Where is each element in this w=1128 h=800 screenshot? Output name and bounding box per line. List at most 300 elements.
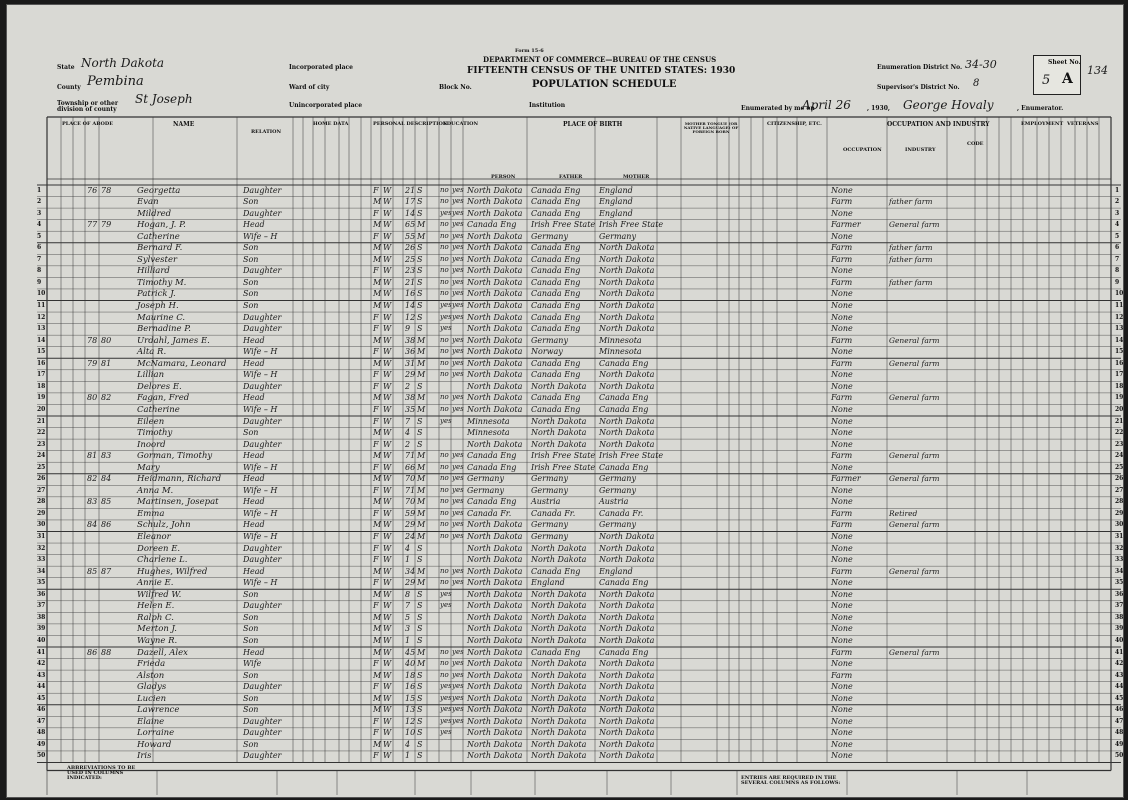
row-number-right: 6 <box>1115 244 1120 252</box>
can-read-write: yes <box>452 254 464 263</box>
age: 29 <box>405 578 416 588</box>
occupation: None <box>831 462 853 472</box>
birthplace-person: Canada Fr. <box>467 508 512 518</box>
birthplace-mother: Germany <box>599 231 636 241</box>
marital-status: S <box>417 693 423 703</box>
occupation: None <box>831 208 853 218</box>
school-attendance: no <box>440 508 449 517</box>
birthplace-mother: North Dakota <box>599 289 655 299</box>
person-name: Bernard F. <box>137 243 183 254</box>
race: W <box>383 508 392 518</box>
birthplace-person: North Dakota <box>467 739 523 749</box>
relation: Son <box>243 693 259 703</box>
race: W <box>383 485 392 495</box>
birthplace-person: North Dakota <box>467 208 523 218</box>
family-number: 78 <box>101 185 112 195</box>
can-read-write: yes <box>452 220 464 229</box>
can-read-write: yes <box>452 451 464 460</box>
can-read-write: yes <box>452 301 464 309</box>
school-attendance: yes <box>440 693 452 702</box>
birthplace-father: Canada Eng <box>531 289 581 299</box>
school-attendance: no <box>440 254 449 263</box>
race: W <box>383 231 392 241</box>
occupation: Farm <box>831 358 853 368</box>
sex: F <box>373 682 379 692</box>
marital-status: S <box>417 243 423 253</box>
school-attendance: no <box>440 335 449 344</box>
birthplace-mother: England <box>599 197 633 207</box>
sex: M <box>373 705 382 715</box>
row-number-right: 34 <box>1115 567 1124 575</box>
occupation: None <box>831 185 853 195</box>
row-number-left: 7 <box>37 255 42 263</box>
birthplace-mother: North Dakota <box>599 324 655 334</box>
race: W <box>383 682 392 692</box>
age: 65 <box>405 220 416 230</box>
school-attendance: no <box>440 220 449 229</box>
page-number: 134 <box>1087 64 1108 77</box>
birthplace-father: Canada Eng <box>531 243 581 253</box>
supervisor-value: 8 <box>973 78 980 89</box>
row-number-left: 46 <box>37 706 46 714</box>
occupation: None <box>831 635 853 645</box>
dwelling-number: 77 <box>87 220 98 230</box>
row-number-right: 36 <box>1115 590 1124 598</box>
ward-label: Ward of city <box>289 84 330 91</box>
person-name: Patrick J. <box>137 289 176 300</box>
race: W <box>383 243 392 253</box>
row-number-right: 10 <box>1115 290 1124 298</box>
marital-status: M <box>417 335 426 345</box>
birthplace-mother: North Dakota <box>599 370 655 380</box>
occupation: Farm <box>831 520 853 530</box>
school-attendance: no <box>440 659 449 668</box>
age: 40 <box>405 659 416 669</box>
birthplace-mother: Irish Free State <box>599 451 664 461</box>
col-employment: EMPLOYMENT <box>1021 121 1064 127</box>
relation: Wife – H <box>243 231 278 241</box>
race: W <box>383 208 392 218</box>
birthplace-father: Canada Eng <box>531 566 581 576</box>
race: W <box>383 647 392 657</box>
birthplace-person: North Dakota <box>467 647 523 657</box>
row-number-left: 38 <box>37 613 46 621</box>
row-number-left: 9 <box>37 278 42 286</box>
occupation: None <box>831 485 853 495</box>
row-number-left: 18 <box>37 382 46 390</box>
relation: Daughter <box>243 312 282 322</box>
relation: Wife – H <box>243 462 278 472</box>
marital-status: S <box>417 751 423 761</box>
person-name: Inoord <box>137 439 166 450</box>
person-name: Catherine <box>137 231 180 242</box>
age: 71 <box>405 485 416 495</box>
race: W <box>383 555 392 565</box>
industry: father farm <box>889 243 933 253</box>
race: W <box>383 197 392 207</box>
marital-status: S <box>417 624 423 634</box>
relation: Head <box>243 393 265 403</box>
race: W <box>383 266 392 276</box>
occupation: Farm <box>831 335 853 345</box>
age: 14 <box>405 301 416 310</box>
age: 1 <box>405 635 411 645</box>
marital-status: S <box>417 555 423 565</box>
family-number: 81 <box>101 358 112 368</box>
industry: General farm <box>889 647 940 657</box>
marital-status: S <box>417 381 423 391</box>
race: W <box>383 381 392 391</box>
race: W <box>383 324 392 334</box>
birthplace-person: North Dakota <box>467 335 523 345</box>
sex: F <box>373 601 379 611</box>
birthplace-person: North Dakota <box>467 370 523 380</box>
school-attendance: yes <box>440 416 452 425</box>
sex: M <box>373 243 382 253</box>
birthplace-mother: North Dakota <box>599 312 655 322</box>
occupation: None <box>831 751 853 761</box>
occupation: None <box>831 739 853 749</box>
family-number: 85 <box>101 497 112 507</box>
birthplace-mother: North Dakota <box>599 532 655 541</box>
age: 7 <box>405 416 411 426</box>
row-number-right: 49 <box>1115 740 1124 748</box>
dwelling-number: 79 <box>87 358 98 368</box>
race: W <box>383 254 392 264</box>
birthplace-father: Germany <box>531 520 568 530</box>
person-name: Merton J. <box>137 624 177 635</box>
person-name: Wilfred W. <box>137 589 182 600</box>
age: 26 <box>405 243 416 253</box>
birthplace-mother: North Dakota <box>599 739 655 749</box>
row-number-left: 33 <box>37 556 46 564</box>
person-name: Alston <box>137 670 165 681</box>
row-number-left: 12 <box>37 313 46 321</box>
sex: F <box>373 404 379 414</box>
birthplace-mother: North Dakota <box>599 266 655 276</box>
family-number: 83 <box>101 451 112 461</box>
row-number-right: 20 <box>1115 405 1124 413</box>
sex: M <box>373 693 382 703</box>
industry: General farm <box>889 451 940 461</box>
row-number-left: 1 <box>37 186 42 194</box>
occupation: Farm <box>831 393 853 403</box>
sex: M <box>373 624 382 634</box>
sex: M <box>373 635 382 645</box>
relation: Son <box>243 589 259 599</box>
row-number-right: 13 <box>1115 325 1124 333</box>
sex: M <box>373 277 382 287</box>
race: W <box>383 335 392 345</box>
school-attendance: no <box>440 647 449 656</box>
row-number-left: 6 <box>37 244 42 252</box>
occupation: None <box>831 416 853 426</box>
row-number-right: 8 <box>1115 267 1120 275</box>
sex: M <box>373 647 382 657</box>
relation: Head <box>243 520 265 530</box>
school-attendance: yes <box>440 312 452 321</box>
race: W <box>383 578 392 588</box>
row-number-right: 9 <box>1115 278 1120 286</box>
state-label: State <box>57 64 75 71</box>
marital-status: S <box>417 728 423 738</box>
person-name: Catherine <box>137 404 180 415</box>
relation: Son <box>243 277 259 287</box>
row-number-right: 25 <box>1115 463 1124 471</box>
birthplace-person: North Dakota <box>467 197 523 207</box>
row-number-right: 31 <box>1115 533 1124 540</box>
birthplace-father: North Dakota <box>531 381 587 391</box>
race: W <box>383 358 392 368</box>
dwelling-number: 85 <box>87 566 98 576</box>
school-attendance: no <box>440 497 449 506</box>
block-label: Block No. <box>439 84 472 91</box>
person-name: Urdahl, James E. <box>137 335 210 346</box>
school-attendance: no <box>440 566 449 575</box>
birthplace-mother: Canada Eng <box>599 647 649 657</box>
birthplace-mother: Canada Eng <box>599 393 649 403</box>
row-number-right: 5 <box>1115 232 1120 240</box>
row-number-right: 1 <box>1115 186 1120 194</box>
race: W <box>383 416 392 426</box>
birthplace-father: Canada Eng <box>531 404 581 414</box>
person-name: Heidmann, Richard <box>137 474 222 485</box>
relation: Son <box>243 197 259 207</box>
row-number-right: 11 <box>1115 302 1124 309</box>
birthplace-person: North Dakota <box>467 393 523 403</box>
row-number-right: 32 <box>1115 544 1124 552</box>
birthplace-father: Canada Eng <box>531 301 581 310</box>
occupation: None <box>831 289 853 299</box>
age: 4 <box>405 428 411 438</box>
occupation: Farm <box>831 243 853 253</box>
row-number-left: 37 <box>37 602 46 610</box>
relation: Head <box>243 647 265 657</box>
birthplace-person: North Dakota <box>467 301 523 310</box>
marital-status: M <box>417 358 426 368</box>
person-name: Timothy M. <box>137 277 187 288</box>
race: W <box>383 474 392 484</box>
sex: M <box>373 197 382 207</box>
marital-status: M <box>417 462 426 472</box>
occupation: None <box>831 324 853 334</box>
occupation: None <box>831 312 853 322</box>
age: 14 <box>405 208 416 218</box>
relation: Head <box>243 335 265 345</box>
can-read-write: yes <box>452 485 464 494</box>
age: 16 <box>405 682 416 692</box>
birthplace-person: North Dakota <box>467 520 523 530</box>
age: 5 <box>405 612 411 622</box>
birthplace-mother: North Dakota <box>599 277 655 287</box>
birthplace-father: Canada Eng <box>531 324 581 334</box>
birthplace-mother: North Dakota <box>599 682 655 692</box>
row-number-right: 39 <box>1115 625 1124 633</box>
race: W <box>383 589 392 599</box>
birthplace-mother: North Dakota <box>599 254 655 264</box>
birthplace-mother: North Dakota <box>599 635 655 645</box>
age: 45 <box>405 647 416 657</box>
birthplace-father: Irish Free State <box>531 220 596 230</box>
occupation: None <box>831 231 853 241</box>
birthplace-father: Germany <box>531 231 568 241</box>
occupation: Farmer <box>831 220 861 230</box>
marital-status: S <box>417 670 423 680</box>
person-name: Bernadine P. <box>137 324 191 335</box>
person-name: Iris <box>137 751 152 762</box>
school-attendance: no <box>440 358 449 367</box>
person-name: Alta R. <box>137 347 167 358</box>
row-number-left: 49 <box>37 740 46 748</box>
race: W <box>383 185 392 195</box>
birthplace-person: North Dakota <box>467 404 523 414</box>
census-title: FIFTEENTH CENSUS OF THE UNITED STATES: 1930 <box>467 66 736 76</box>
row-number-right: 4 <box>1115 221 1120 229</box>
birthplace-father: Canada Eng <box>531 208 581 218</box>
enumerated-date: April 26 <box>802 98 851 112</box>
age: 7 <box>405 601 411 611</box>
race: W <box>383 624 392 634</box>
school-attendance: no <box>440 185 449 194</box>
enumerated-label: Enumerated by me on <box>741 105 815 112</box>
col-relation: RELATION <box>251 129 282 135</box>
can-read-write: yes <box>452 497 464 506</box>
state-value: North Dakota <box>81 56 165 70</box>
birthplace-father: North Dakota <box>531 555 587 565</box>
birthplace-mother: North Dakota <box>599 624 655 634</box>
row-number-left: 42 <box>37 660 46 668</box>
enumerator-label: , Enumerator. <box>1017 105 1064 112</box>
age: 59 <box>405 508 416 518</box>
relation: Son <box>243 739 259 749</box>
birthplace-mother: North Dakota <box>599 716 655 726</box>
sex: F <box>373 381 379 391</box>
township-label: Township or other division of county <box>57 100 118 113</box>
row-number-left: 45 <box>37 694 46 702</box>
dwelling-number: 82 <box>87 474 98 484</box>
school-attendance: no <box>440 474 449 483</box>
person-name: Georgetta <box>137 185 181 196</box>
age: 4 <box>405 739 411 749</box>
marital-status: M <box>417 566 426 576</box>
birthplace-mother: England <box>599 208 633 218</box>
birthplace-father: Canada Eng <box>531 647 581 657</box>
age: 21 <box>405 277 416 287</box>
person-name: Frieda <box>137 659 166 670</box>
can-read-write: yes <box>452 474 464 483</box>
relation: Son <box>243 670 259 680</box>
col-name: NAME <box>173 121 195 128</box>
row-number-left: 15 <box>37 348 46 356</box>
industry: General farm <box>889 474 940 484</box>
sex: F <box>373 728 379 738</box>
marital-status: M <box>417 520 426 530</box>
sex: M <box>373 301 382 310</box>
row-number-left: 3 <box>37 209 42 217</box>
birthplace-father: North Dakota <box>531 612 587 622</box>
can-read-write: yes <box>452 266 464 275</box>
marital-status: S <box>417 277 423 287</box>
birthplace-mother: Minnesota <box>599 335 642 345</box>
school-attendance: no <box>440 277 449 286</box>
age: 3 <box>405 624 411 634</box>
marital-status: S <box>417 543 423 553</box>
birthplace-person: North Dakota <box>467 358 523 368</box>
occupation: Farm <box>831 647 853 657</box>
sex: M <box>373 335 382 345</box>
can-read-write: yes <box>452 705 464 714</box>
school-attendance: no <box>440 404 449 413</box>
sex: M <box>373 520 382 530</box>
birthplace-person: North Dakota <box>467 705 523 715</box>
race: W <box>383 428 392 438</box>
birthplace-father: North Dakota <box>531 635 587 645</box>
school-attendance: yes <box>440 589 452 598</box>
birthplace-person: Minnesota <box>467 428 510 438</box>
sex: F <box>373 508 379 518</box>
person-name: Fagan, Fred <box>137 393 190 404</box>
age: 8 <box>405 589 411 599</box>
col-place-of-birth: PLACE OF BIRTH <box>563 121 623 128</box>
person-name: Dazell, Alex <box>137 647 188 658</box>
row-number-left: 11 <box>37 302 46 309</box>
occupation: None <box>831 266 853 276</box>
school-attendance: no <box>440 485 449 494</box>
birthplace-person: North Dakota <box>467 578 523 588</box>
sex: M <box>373 612 382 622</box>
row-number-left: 50 <box>37 752 46 760</box>
birthplace-father: Canada Eng <box>531 277 581 287</box>
person-name: Emma <box>137 508 165 519</box>
birthplace-mother: Germany <box>599 474 636 484</box>
person-name: Eileen <box>137 416 165 427</box>
school-attendance: yes <box>440 601 452 610</box>
school-attendance: no <box>440 462 449 471</box>
person-name: Mildred <box>137 208 172 219</box>
row-number-left: 21 <box>37 417 46 425</box>
race: W <box>383 312 392 322</box>
marital-status: S <box>417 312 423 322</box>
sex: F <box>373 324 379 334</box>
marital-status: S <box>417 612 423 622</box>
age: 2 <box>405 381 411 391</box>
can-read-write: yes <box>452 312 464 321</box>
row-number-right: 14 <box>1115 336 1124 344</box>
row-number-left: 36 <box>37 590 46 598</box>
col-father: FATHER <box>559 174 583 180</box>
sheet-value: 5 <box>1042 73 1051 88</box>
occupation: None <box>831 612 853 622</box>
marital-status: M <box>417 659 426 669</box>
occupation: None <box>831 589 853 599</box>
birthplace-mother: Canada Eng <box>599 404 649 414</box>
race: W <box>383 451 392 461</box>
row-number-left: 47 <box>37 717 46 725</box>
birthplace-father: Germany <box>531 532 568 541</box>
sheet-label: Sheet No. <box>1048 59 1081 66</box>
sex: F <box>373 231 379 241</box>
can-read-write: yes <box>452 231 464 240</box>
relation: Wife – H <box>243 578 278 588</box>
school-attendance: no <box>440 578 449 587</box>
sex: F <box>373 532 379 541</box>
relation: Head <box>243 497 265 507</box>
birthplace-person: North Dakota <box>467 312 523 322</box>
birthplace-person: Canada Eng <box>467 497 517 507</box>
row-number-left: 20 <box>37 405 46 413</box>
birthplace-father: North Dakota <box>531 439 587 449</box>
relation: Daughter <box>243 266 282 276</box>
